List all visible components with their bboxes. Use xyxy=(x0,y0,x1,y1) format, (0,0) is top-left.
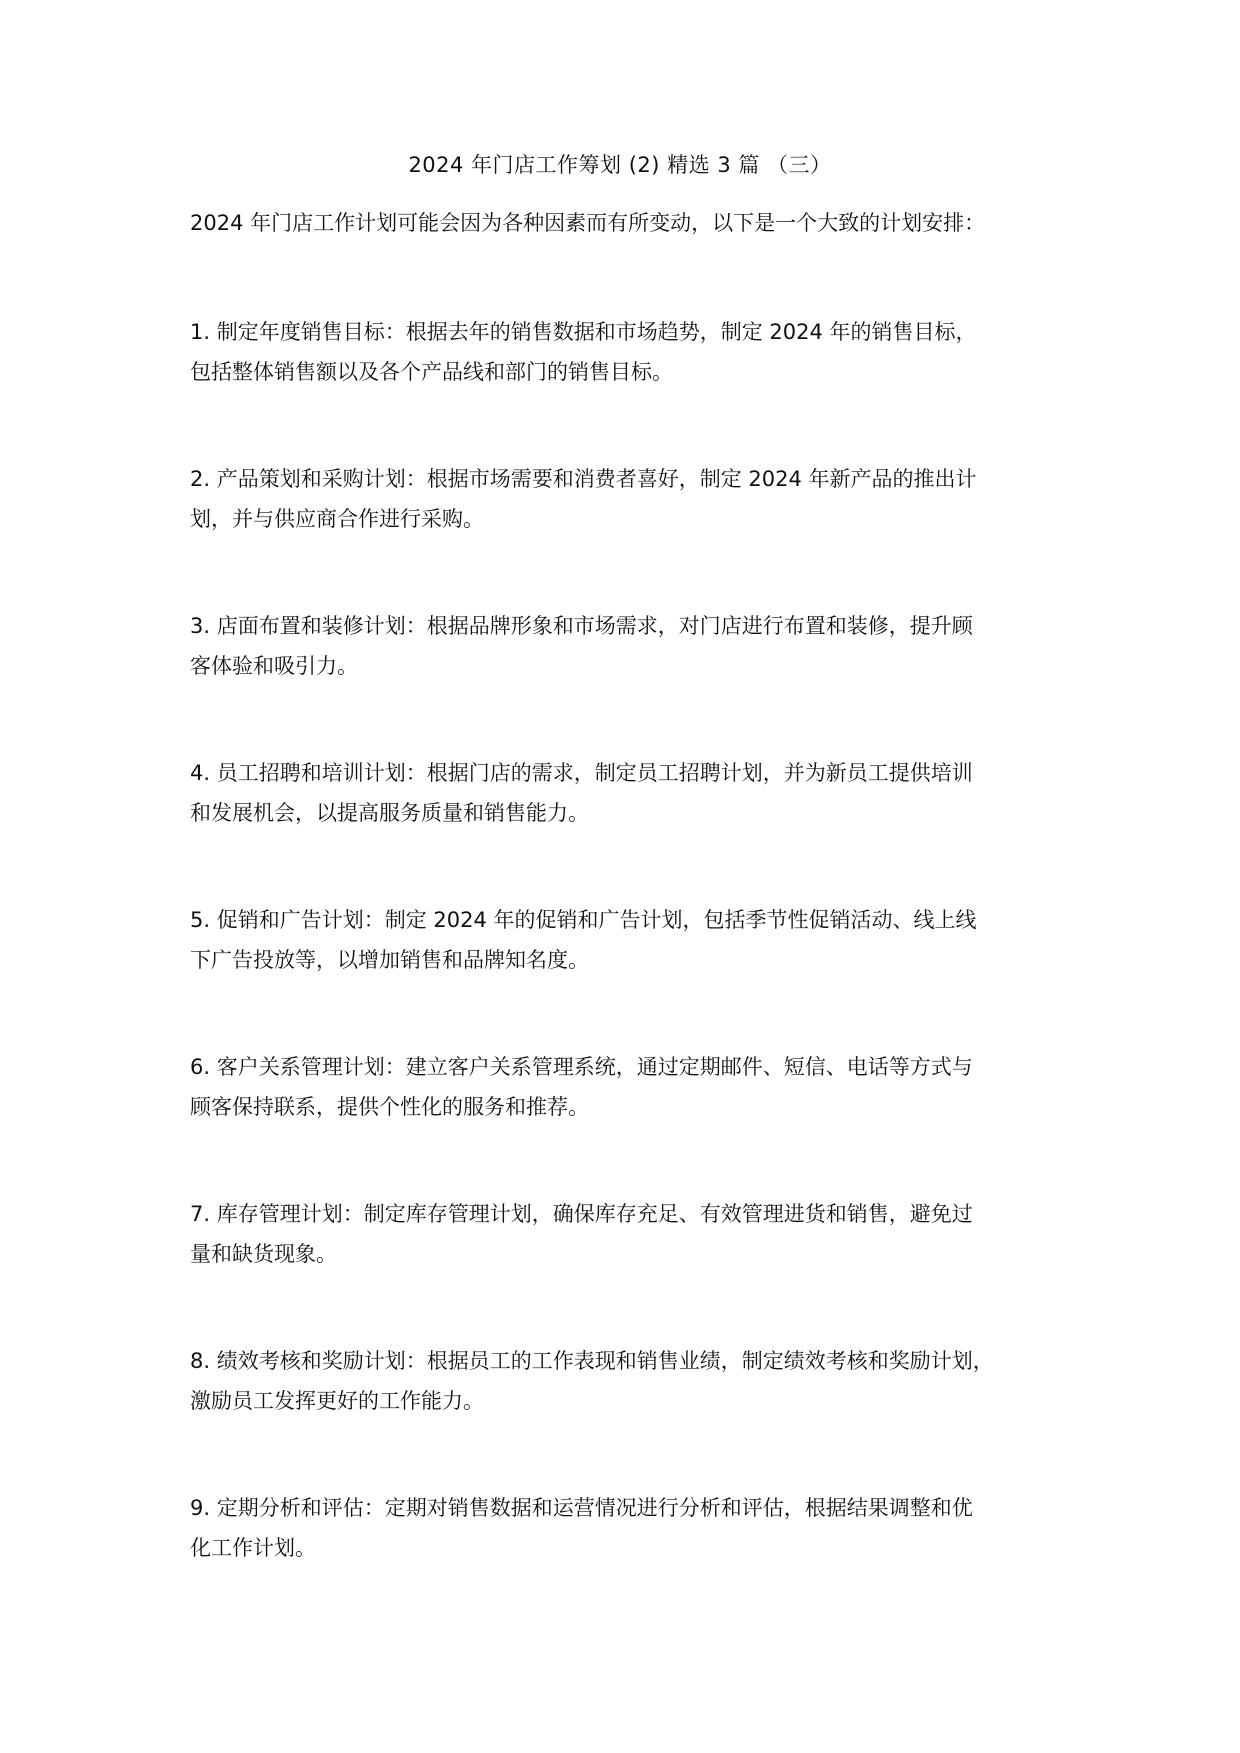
plan-item-9-line-2: 化工作计划。 xyxy=(190,1536,316,1560)
plan-item-4-line-2: 和发展机会，以提高服务质量和销售能力。 xyxy=(190,801,589,825)
plan-item-8 xyxy=(190,1341,1090,1421)
plan-item-1-line-1: 1. 制定年度销售目标：根据去年的销售数据和市场趋势，制定 2024 年的销售目标， xyxy=(190,320,977,344)
plan-item-3 xyxy=(190,606,1090,686)
plan-item-5 xyxy=(190,900,1090,980)
plan-item-2 xyxy=(190,459,1090,539)
plan-item-1 xyxy=(190,312,1090,392)
plan-item-5-line-2: 下广告投放等，以增加销售和品牌知名度。 xyxy=(190,948,589,972)
plan-item-8-line-1: 8. 绩效考核和奖励计划：根据员工的工作表现和销售业绩，制定绩效考核和奖励计划， xyxy=(190,1349,994,1373)
plan-item-3-line-1: 3. 店面布置和装修计划：根据品牌形象和市场需求，对门店进行布置和装修，提升顾 xyxy=(190,614,973,638)
plan-item-6 xyxy=(190,1047,1090,1127)
plan-item-5-line-1: 5. 促销和广告计划：制定 2024 年的促销和广告计划，包括季节性促销活动、线上线 xyxy=(190,908,977,932)
plan-item-2-line-1: 2. 产品策划和采购计划：根据市场需要和消费者喜好，制定 2024 年新产品的推出计 xyxy=(190,467,977,491)
plan-item-6-line-2: 顾客保持联系，提供个性化的服务和推荐。 xyxy=(190,1095,589,1119)
plan-item-9-line-1: 9. 定期分析和评估：定期对销售数据和运营情况进行分析和评估，根据结果调整和优 xyxy=(190,1496,973,1520)
plan-item-8-line-2: 激励员工发挥更好的工作能力。 xyxy=(190,1389,484,1413)
plan-item-3-line-2: 客体验和吸引力。 xyxy=(190,654,358,678)
plan-item-9 xyxy=(190,1488,1090,1568)
plan-item-7-line-2: 量和缺货现象。 xyxy=(190,1242,337,1266)
plan-item-7-line-1: 7. 库存管理计划：制定库存管理计划，确保库存充足、有效管理进货和销售，避免过 xyxy=(190,1202,973,1226)
plan-item-2-line-2: 划，并与供应商合作进行采购。 xyxy=(190,507,484,531)
plan-item-1-line-2: 包括整体销售额以及各个产品线和部门的销售目标。 xyxy=(190,360,673,384)
plan-item-7 xyxy=(190,1194,1090,1274)
plan-item-6-line-1: 6. 客户关系管理计划：建立客户关系管理系统，通过定期邮件、短信、电话等方式与 xyxy=(190,1055,973,1079)
plan-item-4 xyxy=(190,753,1090,833)
plan-item-4-line-1: 4. 员工招聘和培训计划：根据门店的需求，制定员工招聘计划，并为新员工提供培训 xyxy=(190,761,973,785)
document-title: 2024 年门店工作筹划 (2) 精选 3 篇 （三） xyxy=(408,153,832,177)
intro-paragraph: 2024 年门店工作计划可能会因为各种因素而有所变动，以下是一个大致的计划安排： xyxy=(190,211,986,235)
